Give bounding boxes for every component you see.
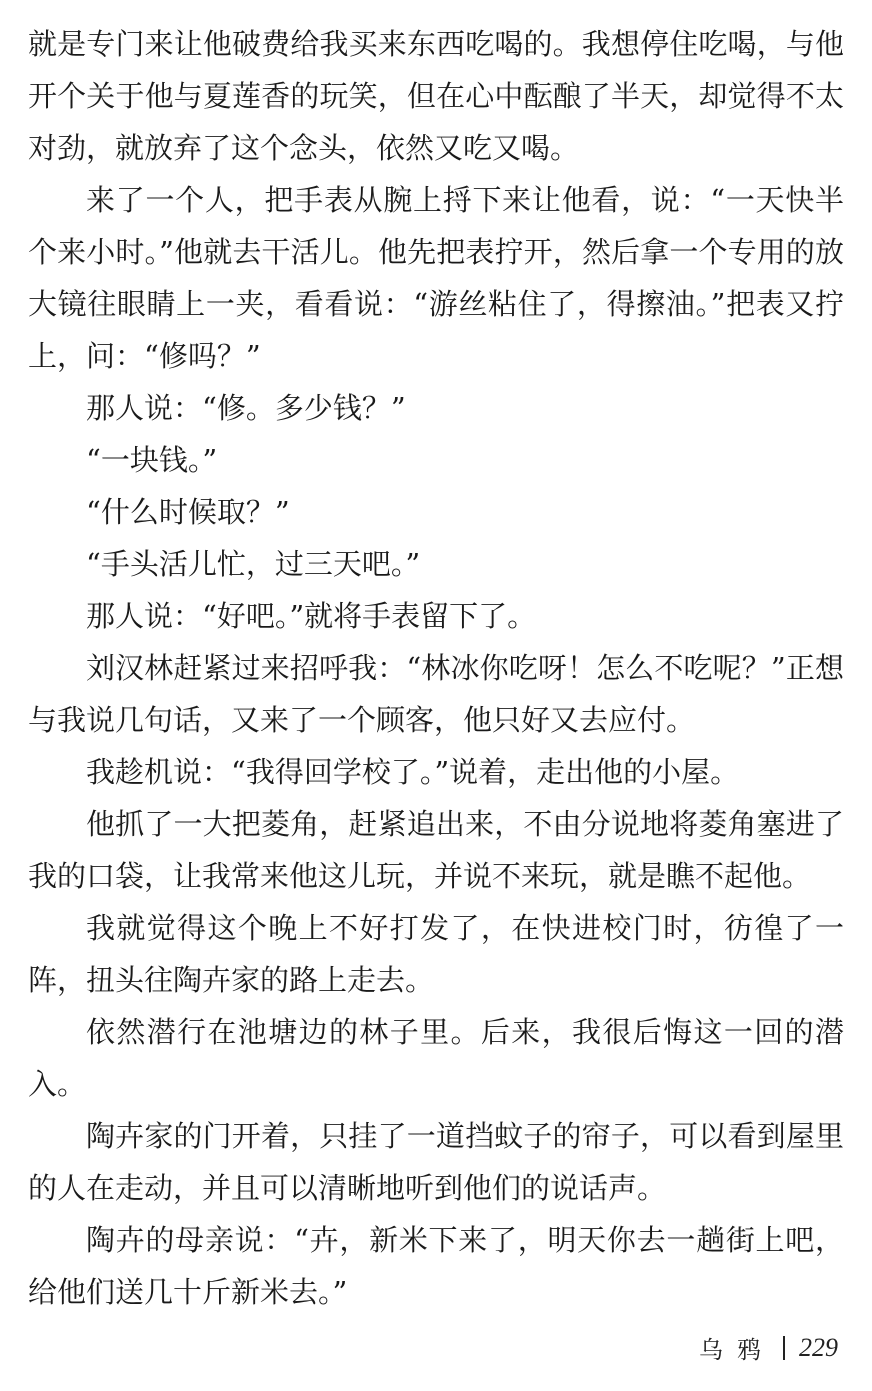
paragraph: “一块钱。”	[86, 443, 218, 477]
page-body	[28, 18, 844, 1318]
paragraph: 来了一个人，把手表从腕上捋下来让他看，说：“一天快半个来小时。”他就去干活儿。他先把表拧开，然后拿一个专用的放大镜往眼睛上一夹，看看说：“游丝粘住了，得擦油。”把表又拧上，问：“修吗？”	[28, 183, 844, 373]
paragraph: 陶卉的母亲说：“卉，新米下来了，明天你去一趟街上吧，给他们送几十斤新米去。”	[28, 1223, 844, 1309]
paragraph: 我就觉得这个晚上不好打发了，在快进校门时，彷徨了一阵，扭头往陶卉家的路上走去。	[28, 911, 844, 997]
paragraph: 依然潜行在池塘边的林子里。后来，我很后悔这一回的潜入。	[28, 1015, 844, 1101]
paragraph: 他抓了一大把菱角，赶紧追出来，不由分说地将菱角塞进了我的口袋，让我常来他这儿玩，并说不来玩，就是瞧不起他。	[28, 807, 844, 893]
paragraph: 陶卉家的门开着，只挂了一道挡蚊子的帘子，可以看到屋里的人在走动，并且可以清晰地听到他们的说话声。	[28, 1119, 844, 1205]
page-number: 229	[799, 1332, 838, 1362]
paragraph: “什么时候取？”	[86, 495, 290, 529]
paragraph: 刘汉林赶紧过来招呼我：“林冰你吃呀！怎么不吃呢？”正想与我说几句话，又来了一个顾客，他只好又去应付。	[28, 651, 844, 737]
paragraph: 那人说：“修。多少钱？”	[86, 391, 406, 425]
paragraph: 我趁机说：“我得回学校了。”说着，走出他的小屋。	[86, 755, 740, 789]
page-footer	[699, 1330, 838, 1365]
running-title: 乌鸦	[699, 1336, 775, 1364]
paragraph: 那人说：“好吧。”就将手表留下了。	[86, 599, 537, 633]
footer-divider	[783, 1336, 785, 1360]
paragraph: 就是专门来让他破费给我买来东西吃喝的。我想停住吃喝，与他开个关于他与夏莲香的玩笑，但在心中酝酿了半天，却觉得不太对劲，就放弃了这个念头，依然又吃又喝。	[28, 27, 844, 165]
paragraph: “手头活儿忙，过三天吧。”	[86, 547, 421, 581]
